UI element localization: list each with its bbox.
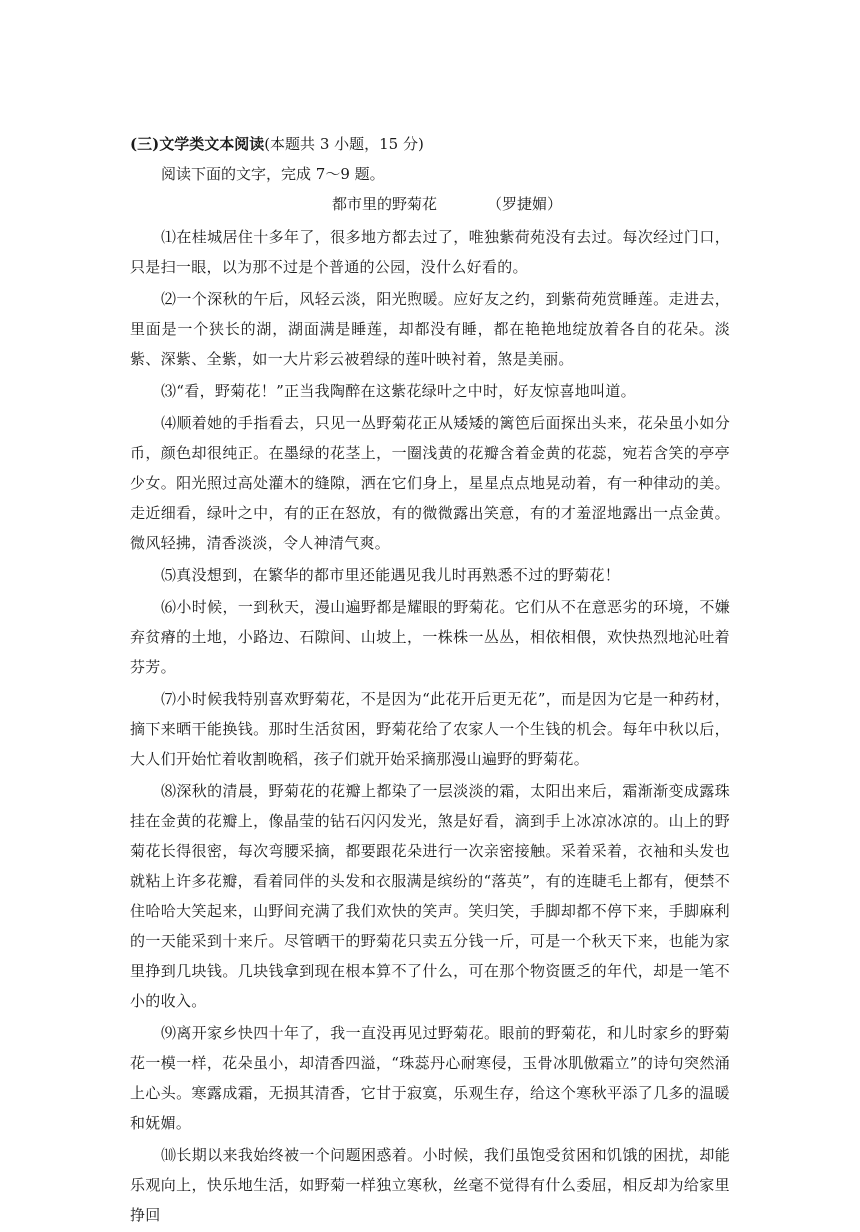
article-title: 都市里的野菊花 xyxy=(332,195,438,213)
paragraph-8: ⑻深秋的清晨，野菊花的花瓣上都染了一层淡淡的霜，太阳出来后，霜渐渐变成露珠挂在金黄的花瓣上，像晶莹的钻石闪闪发光，煞是好看，滴到手上冰凉冰凉的。山上的野菊花长得很密，每次弯腰采摘，都要跟花朵进行一次亲密接触。采着采着，衣袖和头发也就粘上许多花瓣，看着同伴的头发和衣服满是缤纷的“落英”，有的连睫毛上都有，便禁不住哈哈大笑起来，山野间充满了我们欢快的笑声。笑归笑，手脚却都不停下来，手脚麻利的一天能采到十来斤。尽管晒干的野菊花只卖五分钱一斤，可是一个秋天下来，也能为家里挣到几块钱。几块钱拿到现在根本算不了什么，可在那个物资匮乏的年代，却是一笔不小的收入。 xyxy=(130,782,730,1010)
paragraph-6: ⑹小时候，一到秋天，漫山遍野都是耀眼的野菊花。它们从不在意恶劣的环境，不嫌弃贫瘠的土地，小路边、石隙间、山坡上，一株株一丛丛，相依相偎，欢快热烈地沁吐着芬芳。 xyxy=(130,598,730,676)
section-score-note: (本题共 3 小题，15 分) xyxy=(264,135,424,153)
article-title-line xyxy=(332,193,562,215)
paragraph-7: ⑺小时候我特别喜欢野菊花，不是因为“此花开后更无花”，而是因为它是一种药材，摘下来晒干能换钱。那时生活贫困，野菊花给了农家人一个生钱的机会。每年中秋以后，大人们开始忙着收割晚稻，孩子们就开始采摘那漫山遍野的野菊花。 xyxy=(130,690,730,768)
section-header xyxy=(130,133,424,155)
article-author: （罗捷媚） xyxy=(487,195,563,213)
paragraph-5: ⑸真没想到，在繁华的都市里还能遇见我儿时再熟悉不过的野菊花！ xyxy=(161,566,621,584)
paragraph-4: ⑷顺着她的手指看去，只见一丛野菊花正从矮矮的篱笆后面探出头来，花朵虽小如分币，颜色却很纯正。在墨绿的花茎上，一圈浅黄的花瓣含着金黄的花蕊，宛若含笑的亭亭少女。阳光照过高处灌木的缝隙，洒在它们身上，星星点点地晃动着，有一种律动的美。走近细看，绿叶之中，有的正在怒放，有的微微露出笑意，有的才羞涩地露出一点金黄。微风轻拂，清香淡淡，令人神清气爽。 xyxy=(130,414,730,552)
paragraph-3: ⑶“看，野菊花！”正当我陶醉在这紫花绿叶之中时，好友惊喜地叫道。 xyxy=(161,382,636,400)
paragraph-1: ⑴在桂城居住十多年了，很多地方都去过了，唯独紫荷苑没有去过。每次经过门口，只是扫一眼，以为那不过是个普通的公园，没什么好看的。 xyxy=(130,228,730,276)
paragraph-9: ⑼离开家乡快四十年了，我一直没再见过野菊花。眼前的野菊花，和儿时家乡的野菊花一模一样，花朵虽小，却清香四溢，“珠蕊丹心耐寒侵，玉骨冰肌傲霜立”的诗句突然涌上心头。寒露成霜，无损其清香，它甘于寂寞，乐观生存，给这个寒秋平添了几多的温暖和妩媚。 xyxy=(130,1024,730,1132)
article-body xyxy=(130,222,730,1232)
section-title: (三)文学类文本阅读 xyxy=(130,135,265,153)
paragraph-2: ⑵一个深秋的午后，风轻云淡，阳光煦暖。应好友之约，到紫荷苑赏睡莲。走进去，里面是一个狭长的湖，湖面满是睡莲，却都没有睡，都在艳艳地绽放着各自的花朵。淡紫、深紫、全紫，如一大片彩云被碧绿的莲叶映衬着，煞是美丽。 xyxy=(130,290,730,368)
reading-instruction: 阅读下面的文字，完成 7～9 题。 xyxy=(161,165,385,183)
paragraph-10: ⑽长期以来我始终被一个问题困惑着。小时候，我们虽饱受贫困和饥饿的困扰，却能乐观向上，快乐地生活，如野菊一样独立寒秋，丝毫不觉得有什么委屈，相反却为给家里挣回 xyxy=(130,1146,730,1224)
